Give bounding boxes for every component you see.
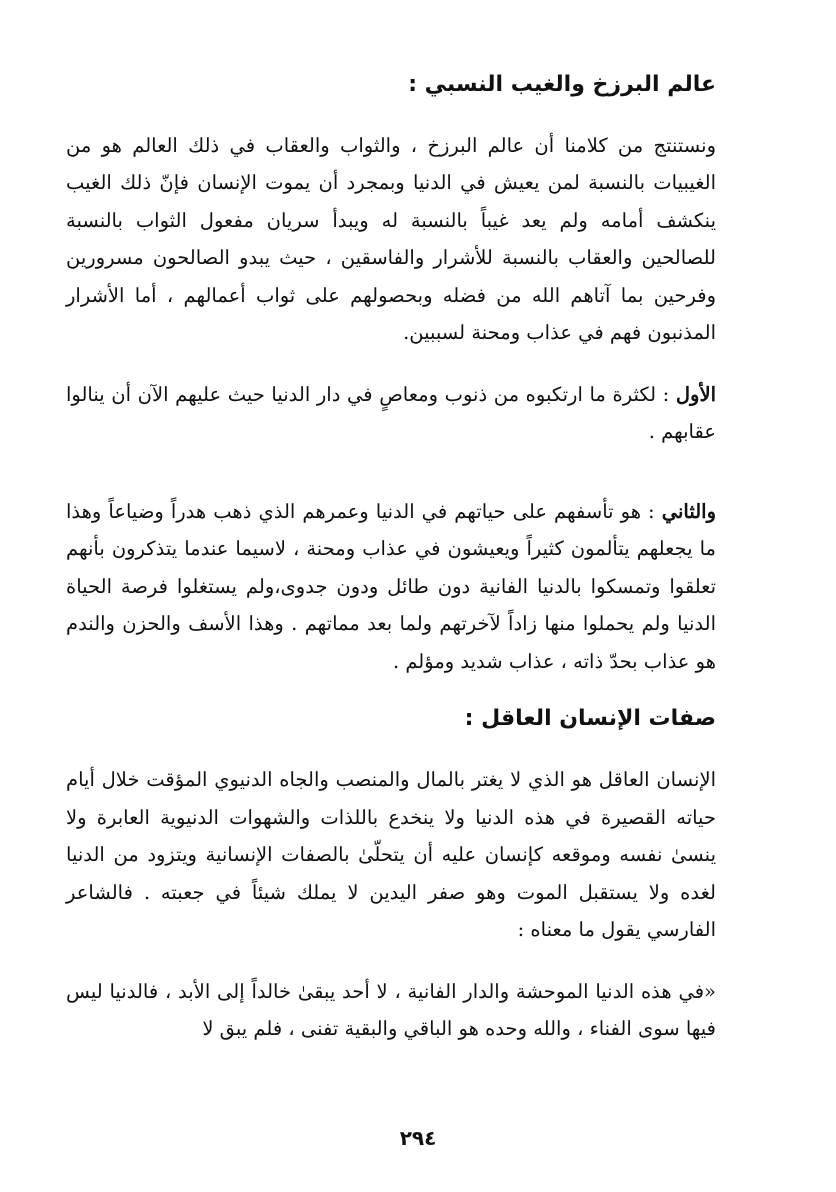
paragraph-poet-quote: «في هذه الدنيا الموحشة والدار الفانية ، لا أحد يبقىٰ خالداً إلى الأبد ، فالدنيا ليس فيها سوى الفناء ، والله وحده هو الباقي والبقية تفنى ، فلم يبق لا bbox=[66, 979, 716, 1041]
page-body bbox=[66, 58, 716, 1072]
paragraph-barzakh-intro: ونستنتج من كلامنا أن عالم البرزخ ، والثواب والعقاب في ذلك العالم هو من الغيبيات بالنسبة لمن يعيش في الدنيا وبمجرد أن يموت الإنسان فإنّ ذلك الغيب ينكشف أمامه ولم يعد غيباً بالنسبة له ويبدأ سريان مفعول الثواب بالنسبة للصالحين والعقاب بالنسبة للأشرار والفاسقين ، حيث يبدو الصالحون مسرورين وفرحين بما آتاهم الله من فضله وبحصولهم على ثواب أعمالهم ، أما الأشرار المذنبون فهم في عذاب ومحنة لسببين. bbox=[66, 133, 716, 345]
section-heading-barzakh: عالم البرزخ والغيب النسبي : bbox=[408, 72, 716, 97]
paragraph-first-reason bbox=[66, 376, 716, 451]
paragraph-wise-person: الإنسان العاقل هو الذي لا يغتر بالمال والمنصب والجاه الدنيوي المؤقت خلال أيام حياته القصيرة في هذه الدنيا ولا ينخدع باللذات والشهوات الدنيوية العابرة ولا ينسىٰ نفسه وموقعه كإنسان عليه أن يتحلّىٰ بالصفات الإنسانية ويتزود من الدنيا لغده ولا يستقبل الموت وهو صفر اليدين لا يملك شيئاً في جعبته . فالشاعر الفارسي يقول ما معناه : bbox=[66, 768, 716, 942]
paragraph-second-reason bbox=[66, 493, 716, 681]
second-reason-label: والثاني bbox=[661, 499, 716, 523]
first-reason-text: : لكثرة ما ارتكبوه من ذنوب ومعاصٍ في دار الدنيا حيث عليهم الآن أن ينالوا عقابهم . bbox=[66, 382, 716, 444]
section-heading-wise-person: صفات الإنسان العاقل : bbox=[464, 706, 716, 732]
second-reason-text: : هو تأسفهم على حياتهم في الدنيا وعمرهم الذي ذهب هدراً وضياعاً وهذا ما يجعلهم يتألمون كثيراً ويعيشون في عذاب ومحنة ، لاسيما عندما يتذكرون بأنهم تعلقوا وتمسكوا بالدنيا الفانية دون طائل ودون جدوى،ولم يستغلوا فرصة الحياة الدنيا ولم يحملوا منها زاداً لآخرتهم ولما بعد مماتهم . وهذا الأسف والحزن والندم هو عذاب بحدّ ذاته ، عذاب شديد ومؤلم . bbox=[66, 499, 716, 673]
page-number: ٢٩٤ bbox=[399, 1126, 437, 1150]
first-reason-label: الأول bbox=[675, 382, 716, 406]
